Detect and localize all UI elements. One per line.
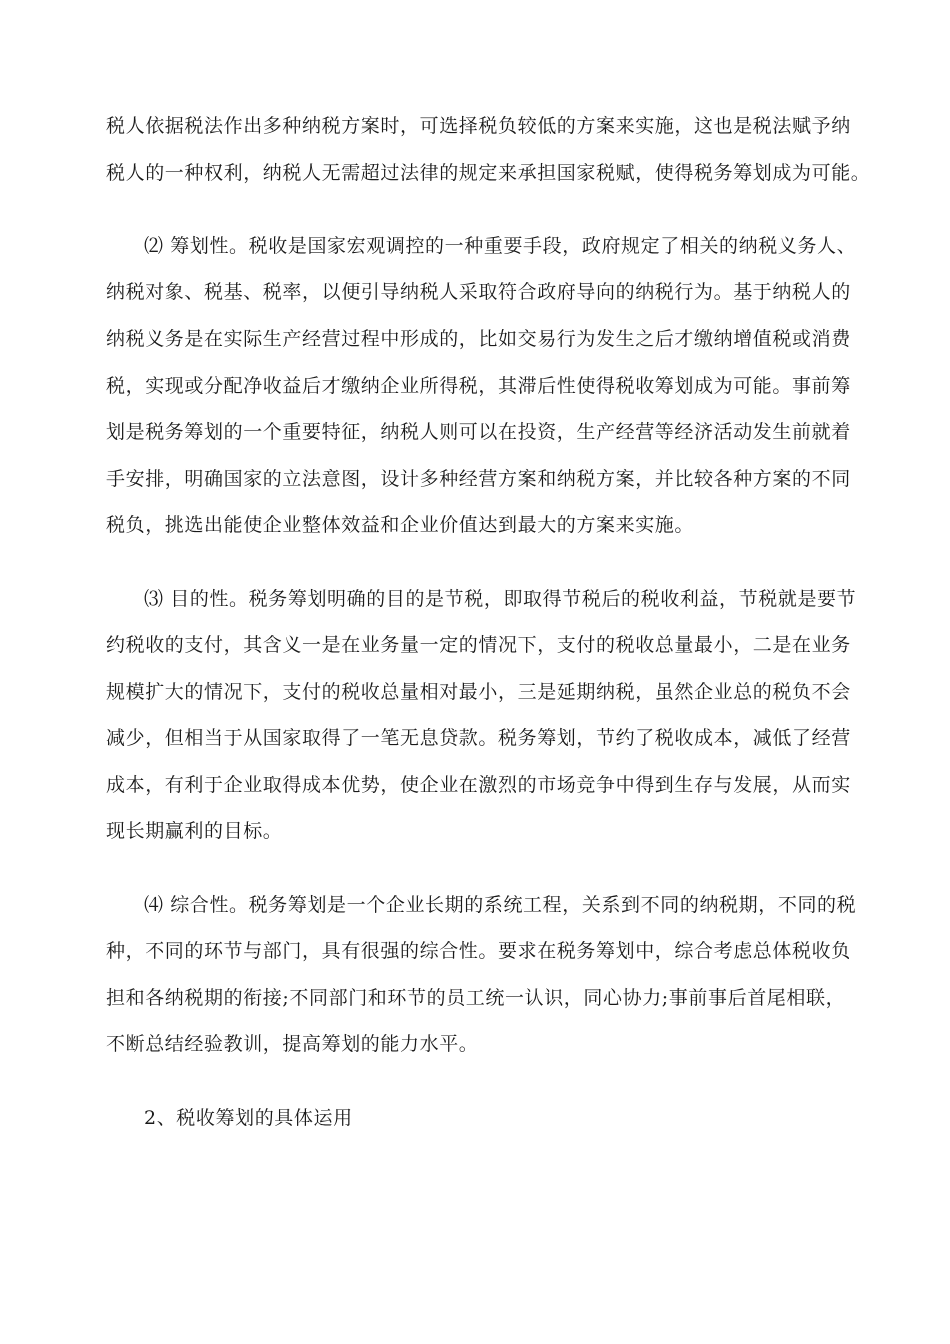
section-heading: 2、税收筹划的具体运用 [144, 1107, 353, 1129]
text-line: 纳税对象、税基、税率，以便引导纳税人采取符合政府导向的纳税行为。基于纳税人的 [106, 281, 851, 303]
text-line: 税人的一种权利，纳税人无需超过法律的规定来承担国家税赋，使得税务筹划成为可能。 [106, 162, 871, 184]
paragraph-heading-line: ⑶ 目的性。税务筹划明确的目的是节税，即取得节税后的税收利益，节税就是要节 [144, 588, 857, 610]
text-line: 手安排，明确国家的立法意图，设计多种经营方案和纳税方案，并比较各种方案的不同 [106, 468, 851, 490]
text-line: 约税收的支付，其含义一是在业务量一定的情况下，支付的税收总量最小，二是在业务 [106, 634, 851, 656]
text-line: 纳税义务是在实际生产经营过程中形成的，比如交易行为发生之后才缴纳增值税或消费 [106, 328, 851, 350]
paragraph-heading-line: ⑷ 综合性。税务筹划是一个企业长期的系统工程，关系到不同的纳税期，不同的税 [144, 894, 857, 916]
paragraph-heading-line: ⑵ 筹划性。税收是国家宏观调控的一种重要手段，政府规定了相关的纳税义务人、 [144, 235, 857, 257]
text-line: 种，不同的环节与部门，具有很强的综合性。要求在税务筹划中，综合考虑总体税收负 [106, 940, 851, 962]
text-line: 税负，挑选出能使企业整体效益和企业价值达到最大的方案来实施。 [106, 514, 695, 536]
text-line: 减少，但相当于从国家取得了一笔无息贷款。税务筹划，节约了税收成本，减低了经营 [106, 727, 851, 749]
text-line: 不断总结经验教训，提高筹划的能力水平。 [106, 1033, 479, 1055]
text-line: 税，实现或分配净收益后才缴纳企业所得税，其滞后性使得税收筹划成为可能。事前筹 [106, 375, 851, 397]
text-line: 现长期赢利的目标。 [106, 820, 283, 842]
text-line: 税人依据税法作出多种纳税方案时，可选择税负较低的方案来实施，这也是税法赋予纳 [106, 115, 851, 137]
text-line: 划是税务筹划的一个重要特征，纳税人则可以在投资，生产经营等经济活动发生前就着 [106, 421, 851, 443]
text-line: 担和各纳税期的衔接;不同部门和环节的员工统一认识，同心协力;事前事后首尾相联， [106, 987, 846, 1009]
text-line: 成本，有利于企业取得成本优势，使企业在激烈的市场竞争中得到生存与发展，从而实 [106, 774, 851, 796]
text-line: 规模扩大的情况下，支付的税收总量相对最小，三是延期纳税，虽然企业总的税负不会 [106, 681, 851, 703]
